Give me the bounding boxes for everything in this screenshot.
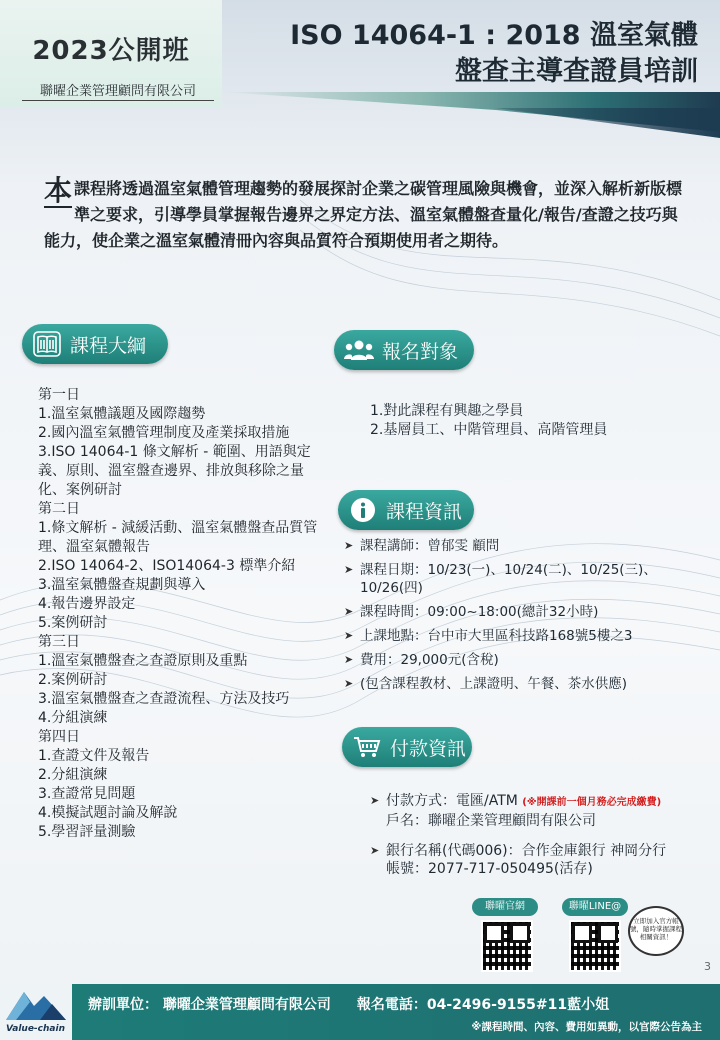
- cart-icon: [352, 732, 382, 762]
- line-qr-code[interactable]: [569, 920, 621, 972]
- outline-line: 第二日: [38, 501, 80, 517]
- section-header-audience: [334, 330, 474, 370]
- page-number: 3: [704, 960, 711, 973]
- qr-label-line: 聯曜LINE@: [562, 898, 628, 916]
- intro-paragraph: [44, 176, 684, 254]
- info-icon: [348, 495, 378, 525]
- section-title-outline: 課程大綱: [70, 334, 147, 357]
- info-item-time: ➤ 課程時間：09:00~18:00(總計32小時): [344, 603, 684, 621]
- outline-line: 第四日: [38, 729, 80, 745]
- info-item-location: ➤ 上課地點：台中市大里區科技路168號5樓之3: [344, 627, 684, 645]
- outline-line: 2.分組演練: [38, 767, 108, 783]
- outline-line: 5.學習評量測驗: [38, 824, 136, 840]
- outline-line: 3.ISO 14064-1 條文解析 - 範圍、用語與定義、原則、溫室盤查邊界、排放與移除之量化、案例研討: [38, 444, 311, 498]
- info-item-instructor: ➤ 課程講師：曾郁雯 顧問: [344, 537, 684, 555]
- course-info-list: [344, 537, 684, 699]
- audience-line: 2.基層員工、中階管理員、高階管理員: [370, 422, 608, 438]
- info-item-includes: ➤ (包含課程教材、上課證明、午餐、茶水供應): [344, 675, 684, 693]
- payment-item-bank: [370, 842, 715, 878]
- audience-list: [370, 402, 690, 440]
- intro-drop-cap: 本: [44, 174, 73, 207]
- payment-bank: 銀行名稱(代碼006)：合作金庫銀行 神岡分行: [386, 843, 667, 859]
- mountain-logo-icon: [0, 984, 72, 1024]
- payment-deadline-note: (※開課前一個月務必完成繳費): [522, 797, 662, 808]
- section-header-course-info: [338, 490, 474, 530]
- outline-line: 3.溫室氣體盤查之查證流程、方法及技巧: [38, 691, 290, 707]
- line-join-bubble: 立即加入官方帳號，隨時掌握課程相關資訊！: [628, 906, 684, 956]
- title-line-2: 盤查主導查證員培訓: [455, 56, 698, 87]
- outline-line: 4.模擬試題討論及解說: [38, 805, 178, 821]
- section-title-audience: 報名對象: [382, 340, 459, 363]
- course-outline-list: [38, 386, 330, 842]
- qr-label-website: 聯曜官網: [472, 898, 538, 916]
- outline-line: 2.國內溫室氣體管理制度及產業採取措施: [38, 425, 290, 441]
- outline-line: 第三日: [38, 634, 80, 650]
- section-header-outline: [22, 324, 168, 364]
- footer-organizer: 辦訓單位： 聯曜企業管理顧問有限公司: [88, 997, 331, 1013]
- audience-line: 1.對此課程有興趣之學員: [370, 403, 524, 419]
- people-icon: [344, 335, 374, 365]
- outline-line: 1.溫室氣體盤查之查證原則及重點: [38, 653, 248, 669]
- payment-account-number: 帳號：2077-717-050495(活存): [386, 861, 593, 877]
- outline-line: 1.查證文件及報告: [38, 748, 150, 764]
- intro-text: 課程將透過溫室氣體管理趨勢的發展探討企業之碳管理風險與機會，並深入解析新版標準之要求，引導學員掌握報告邊界之界定方法、溫室氣體盤查量化/報告/查證之技巧與能力，使企業之溫室氣體清冊內容與品質符合預期使用者之期待。: [44, 179, 683, 250]
- outline-line: 2.ISO 14064-2、ISO14064-3 標準介紹: [38, 558, 296, 574]
- payment-account-name: 戶名：聯曜企業管理顧問有限公司: [386, 813, 596, 829]
- payment-method: 付款方式：電匯/ATM: [386, 793, 518, 809]
- book-icon: [32, 329, 62, 359]
- website-qr-code[interactable]: [481, 920, 533, 972]
- page-title: [228, 18, 698, 90]
- logo-text: Value-chain: [6, 1024, 65, 1034]
- outline-line: 5.案例研討: [38, 615, 108, 631]
- outline-line: 1.條文解析 - 減緩活動、溫室氣體盤查品質管理、溫室氣體報告: [38, 520, 318, 555]
- outline-line: 3.查證常見問題: [38, 786, 136, 802]
- section-title-payment: 付款資訊: [390, 737, 467, 760]
- company-name-header: 聯曜企業管理顧問有限公司: [22, 80, 214, 101]
- header-decor-band-dark: [400, 108, 720, 138]
- footer-phone: 報名電話：04-2496-9155#11藍小姐: [356, 997, 610, 1013]
- section-header-payment: [342, 727, 472, 767]
- info-item-fee: ➤ 費用：29,000元(含稅): [344, 651, 684, 669]
- outline-line: 第一日: [38, 387, 80, 403]
- payment-list: [370, 792, 715, 890]
- footer-contact: [88, 994, 708, 1014]
- title-line-1: ISO 14064-1 : 2018 溫室氣體: [290, 20, 698, 51]
- payment-item-method: [370, 792, 715, 830]
- outline-line: 2.案例研討: [38, 672, 108, 688]
- section-title-course-info: 課程資訊: [386, 500, 463, 523]
- info-item-dates: ➤ 課程日期：10/23(一)、10/24(二)、10/25(三)、10/26(四): [344, 561, 684, 597]
- year-title: 2023公開班: [32, 36, 190, 66]
- footer-disclaimer: ※課程時間、內容、費用如異動，以官際公告為主: [471, 1021, 702, 1033]
- outline-line: 3.溫室氣體盤查規劃與導入: [38, 577, 206, 593]
- outline-line: 4.報告邊界設定: [38, 596, 136, 612]
- outline-line: 1.溫室氣體議題及國際趨勢: [38, 406, 206, 422]
- outline-line: 4.分組演練: [38, 710, 108, 726]
